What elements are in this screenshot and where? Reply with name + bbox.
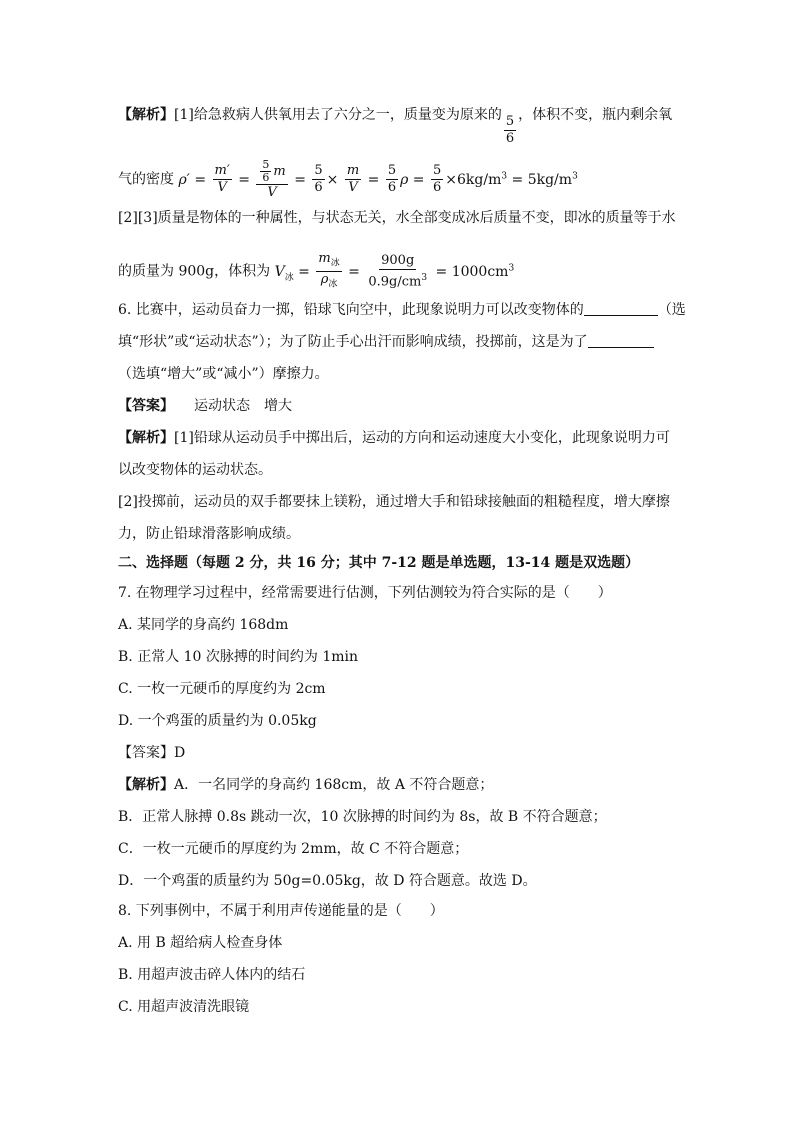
question-8-option-c: C. 用超声波清洗眼镜 — [118, 999, 250, 1015]
question-7-option-b: B. 正常人 10 次脉搏的时间约为 1min — [118, 649, 359, 665]
analysis-paragraph-2 — [118, 209, 688, 227]
question-7-analysis-3: C．一枚一元硬币的厚度约为 2mm，故 C 不符合题意； — [118, 841, 469, 857]
density-formula-line — [118, 154, 688, 198]
question-8-option-a: A. 用 B 超给病人检查身体 — [118, 935, 283, 951]
question-7-answer: 【答案】D — [118, 745, 186, 761]
question-7-option-d: D. 一个鸡蛋的质量约为 0.05kg — [118, 713, 317, 729]
question-6-analysis-2: 以改变物体的运动状态。 — [118, 462, 272, 478]
question-7-analysis-1: 【解析】A．一名同学的身高约 168cm，故 A 不符合题意； — [118, 777, 494, 793]
text: 气的密度 — [118, 171, 174, 188]
volume-formula-line — [118, 248, 688, 288]
question-7: 7. 在物理学习过程中，经常需要进行估测，下列估测较为符合实际的是（ ） — [118, 585, 612, 601]
question-6-line-1: 6. 比赛中，运动员奋力一掷，铅球飞向空中，此现象说明力可以改变物体的 （选 — [118, 302, 686, 318]
question-7-analysis-4: D．一个鸡蛋的质量约为 50g=0.05kg，故 D 符合题意。故选 D。 — [118, 873, 537, 889]
question-7-analysis-2: B．正常人脉搏 0.8s 跳动一次，10 次脉搏的时间约为 8s，故 B 不符合题意； — [118, 809, 607, 825]
question-7-option-c: C. 一枚一元硬币的厚度约为 2cm — [118, 681, 326, 697]
analysis-paragraph-1 — [118, 106, 688, 147]
question-8-option-b: B. 用超声波击碎人体内的结石 — [118, 967, 306, 983]
density-formula: ρ′ = $\frac{m'}{V}$ = $\frac{5}{6}$ m V = $\frac{5}{6}$ × $\frac{m}{V}$ = $\frac{5}{6}$ ρ = $\frac{5}{6}$ $\times 6kg/m^3 = 5kg/m^3$ — [178, 157, 578, 200]
question-6-answer: 【答案】 运动状态 增大 — [118, 398, 292, 414]
question-6-analysis-3: [2]投掷前，运动员的双手都要抹上镁粉，通过增大手和铅球接触面的粗糙程度，增大摩擦 — [118, 494, 670, 510]
text: ，体积不变，瓶内剩余氧 — [518, 107, 673, 123]
question-6-analysis-1: 【解析】[1]铅球从运动员手中掷出后，运动的方向和运动速度大小变化，此现象说明力可 — [118, 430, 670, 446]
fraction-five-sixths: $\frac{5}{6}$ — [505, 114, 515, 146]
answer-blank-1 — [584, 301, 658, 316]
volume-formula: $V_冰$ = $\frac{m_冰}{\rho_冰}$ = $\frac{900g}{0.9g/cm^3}$ = $1000cm^3$ — [274, 250, 515, 290]
question-6-analysis-4: 力，防止铅球滑落影响成绩。 — [118, 526, 300, 542]
question-8: 8. 下列事例中，不属于利用声传递能量的是（ ） — [118, 903, 444, 919]
text: [2][3]质量是物体的一种属性，与状态无关，水全部变成冰后质量不变，即冰的质量等于水 — [118, 210, 676, 226]
text: [1]给急救病人供氧用去了六分之一，质量变为原来的 — [174, 107, 502, 123]
question-6-line-3: （选填“增大”或“减小”）摩擦力。 — [118, 366, 329, 382]
question-6-line-2: 填“形状”或“运动状态”）；为了防止手心出汗而影响成绩，投掷前，这是为了 — [118, 333, 688, 351]
answer-blank-2 — [588, 333, 654, 348]
text: 的质量为 900g，体积为 — [118, 263, 271, 280]
section-2-heading: 二、选择题（每题 2 分，共 16 分；其中 7-12 题是单选题，13-14 题是双选题） — [118, 555, 640, 571]
analysis-tag: 【解析】 — [118, 107, 174, 123]
question-7-option-a: A. 某同学的身高约 168dm — [118, 617, 289, 633]
